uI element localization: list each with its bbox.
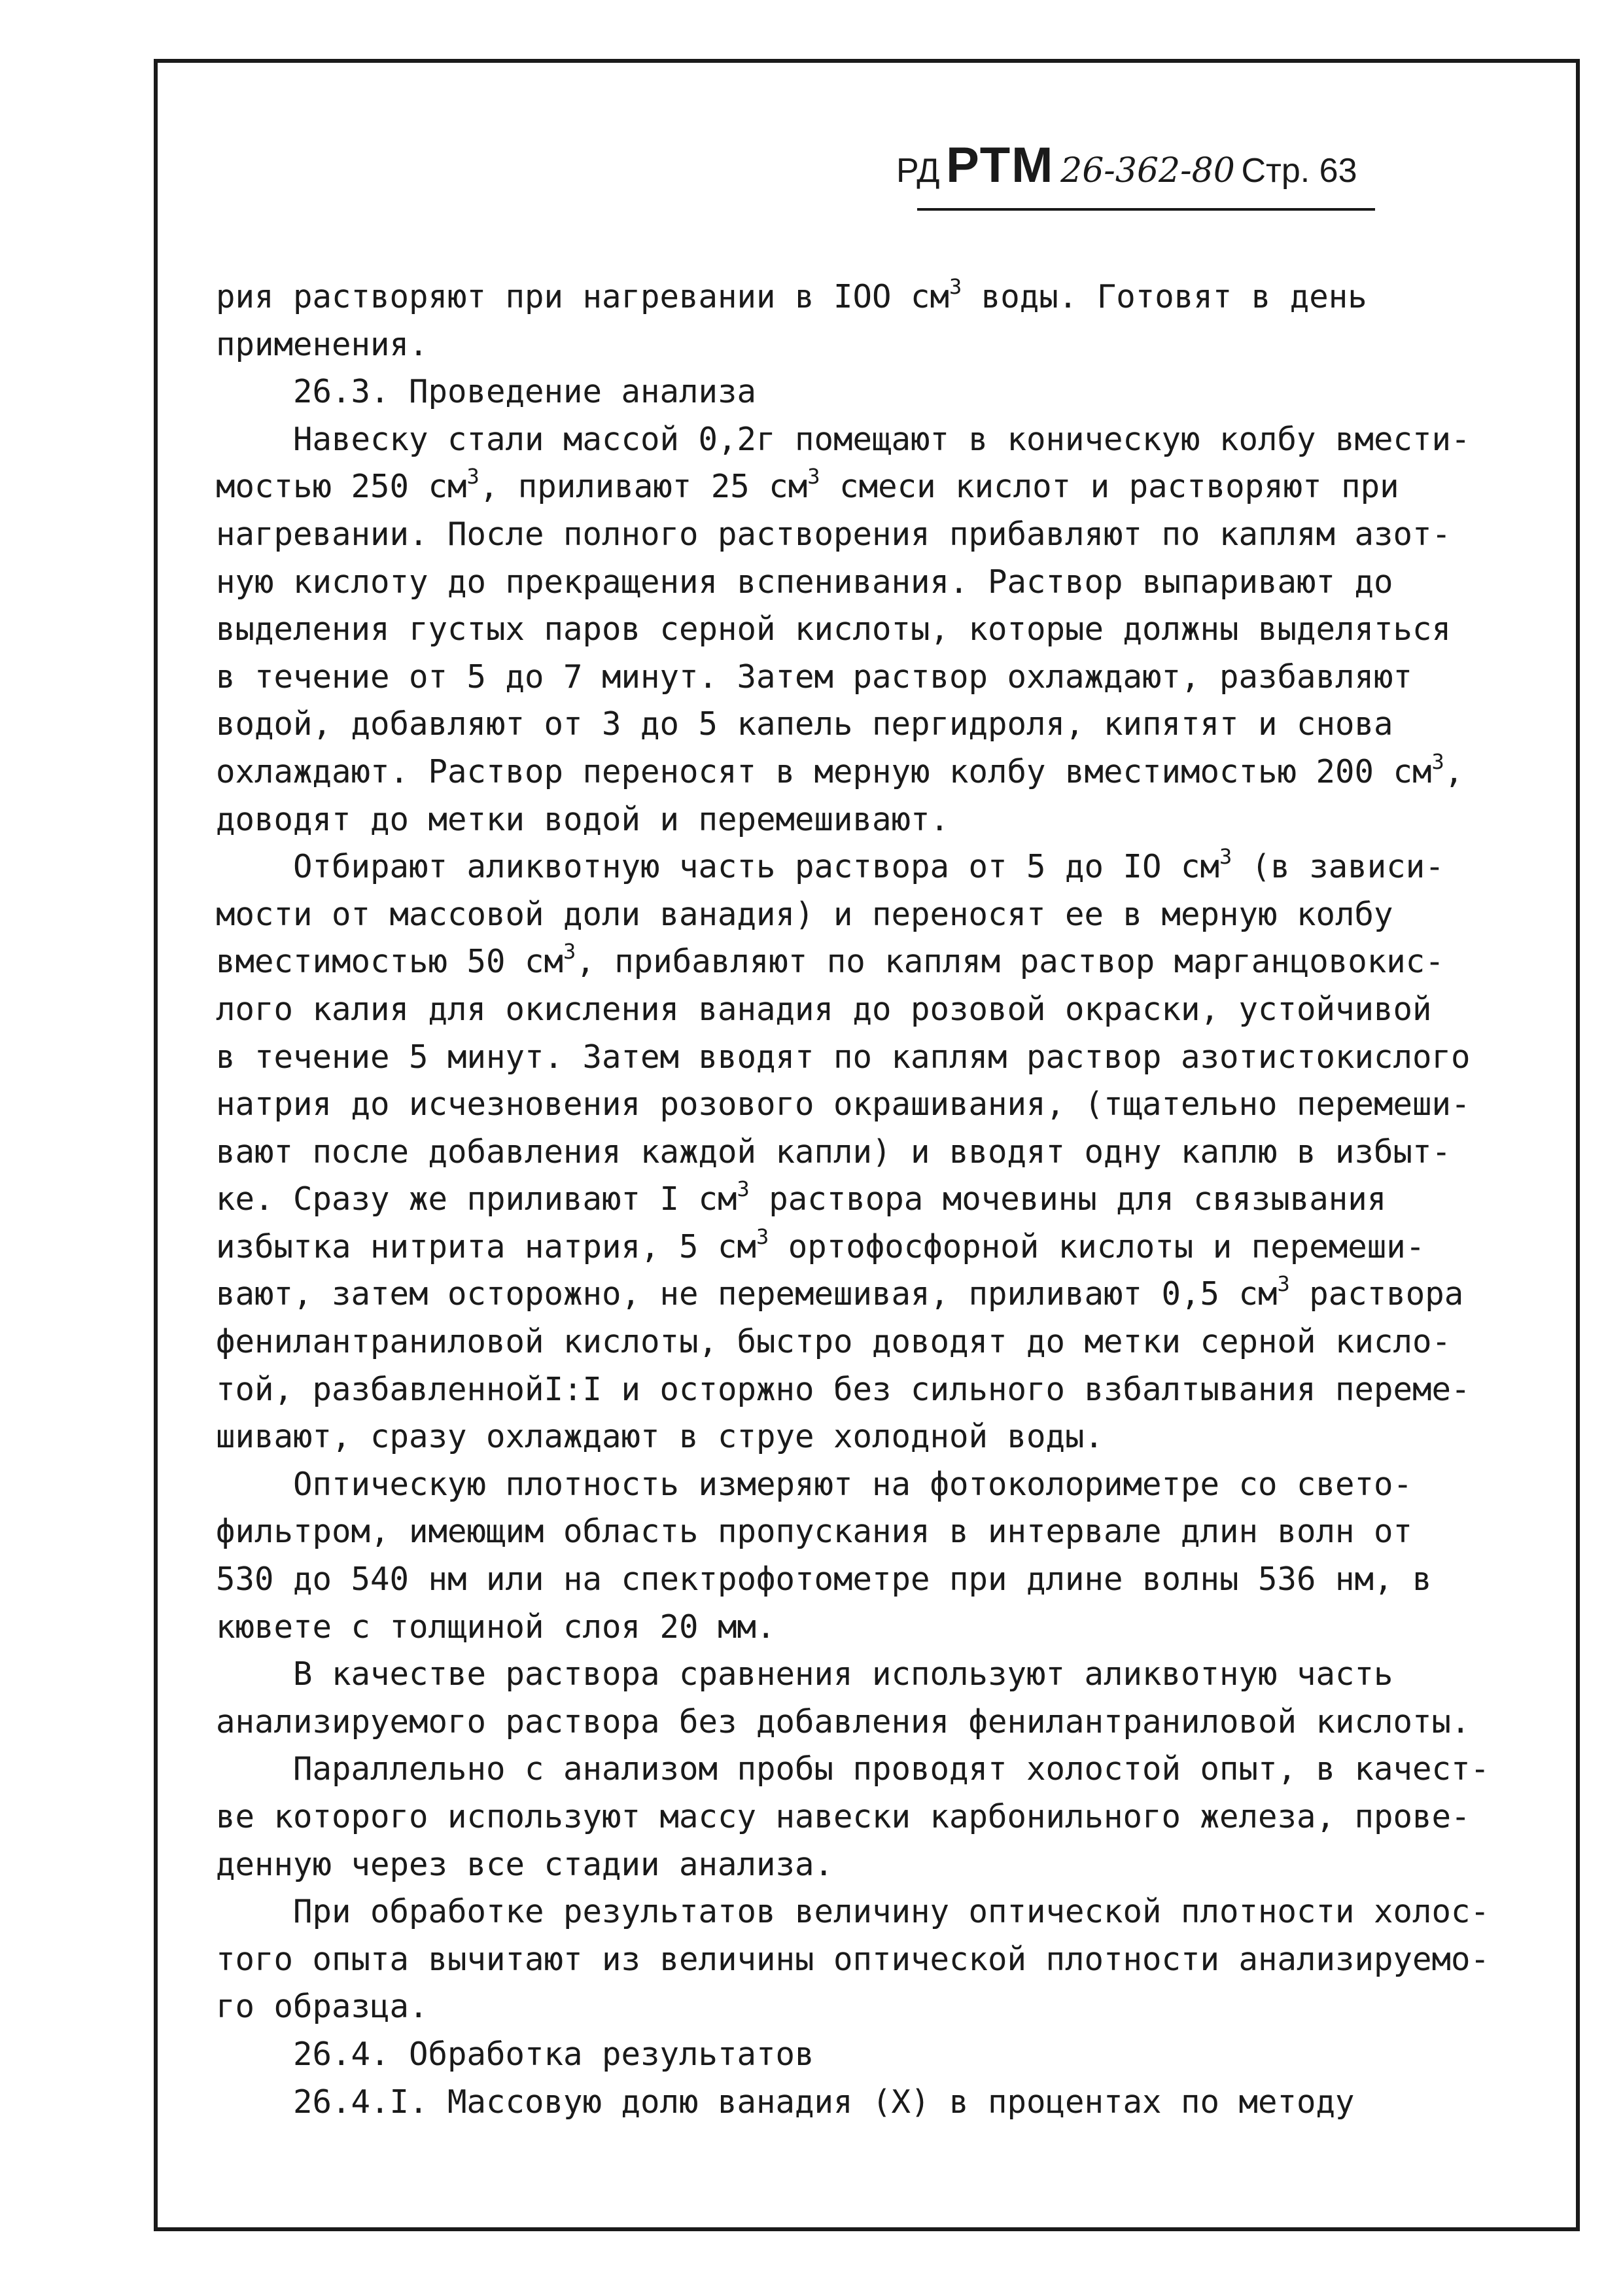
text-line [216,368,1524,416]
text-line [216,1413,1524,1461]
text-line [216,749,1524,796]
superscript: 3 [563,938,576,964]
text-line [216,1936,1524,1984]
header-number: 26-362-80 [1060,151,1235,190]
header-code: РТМ [946,137,1055,193]
text-run: фильтром, имеющим область пропускания в интервале длин волн от [216,1513,1413,1551]
text-line [216,321,1524,369]
text-run: применения. [216,325,428,363]
text-run: , приливают 25 см [479,468,808,506]
text-line [216,1604,1524,1651]
text-run: вают после добавления каждой капли) и вводят одну каплю в избыт- [216,1133,1452,1171]
text-line [216,701,1524,749]
text-run: охлаждают. Раствор переносят в мерную колбу вместимостью 200 см [216,752,1432,790]
text-line [216,938,1524,986]
text-run: В качестве раствора сравнения используют аликвотную часть [216,1655,1393,1693]
superscript: 3 [949,274,962,299]
text-run: (в зависи- [1232,848,1444,886]
superscript: 3 [1277,1271,1290,1297]
text-run: Оптическую плотность измеряют на фотоколориметре со свето- [216,1465,1413,1503]
text-line [216,1508,1524,1556]
text-line [216,1271,1524,1318]
text-line [216,1983,1524,2031]
text-run: фенилантраниловой кислоты, быстро доводят до метки серной кисло- [216,1323,1452,1361]
text-line [216,2031,1524,2079]
text-run: 26.4.I. Массовую долю ванадия (X) в процентах по методу [216,2083,1355,2121]
text-run: Навеску стали массой 0,2г помещают в коническую колбу вмести- [216,420,1471,458]
document-header [896,137,1393,193]
text-run: выделения густых паров серной кислоты, которые должны выделяться [216,610,1452,648]
superscript: 3 [737,1176,750,1201]
text-run: ную кислоту до прекращения вспенивания. Раствор выпаривают до [216,563,1393,601]
text-run: избытка нитрита натрия, 5 см [216,1227,757,1265]
text-run: в течение 5 минут. Затем вводят по каплям раствор азотистокислого [216,1038,1471,1076]
text-run: рия растворяют при нагревании в IOO см [216,278,950,315]
text-line [216,1176,1524,1224]
text-run: , [1444,752,1464,790]
text-line [216,1034,1524,1082]
text-run: мости от массовой доли ванадия) и переносят ее в мерную колбу [216,895,1393,933]
text-run: 26.3. Проведение анализа [216,373,757,411]
text-run: того опыта вычитают из величины оптической плотности анализируемо- [216,1940,1490,1978]
text-line [216,1699,1524,1746]
text-run: ортофосфорной кислоты и перемеши- [769,1227,1425,1265]
text-line [216,511,1524,559]
text-run: водой, добавляют от 3 до 5 капель пергидроля, кипятят и снова [216,705,1393,743]
text-line [216,274,1524,321]
text-line [216,1318,1524,1366]
text-run: денную через все стадии анализа. [216,1845,834,1883]
text-run: лого калия для окисления ванадия до розовой окраски, устойчивой [216,990,1432,1028]
text-line [216,1366,1524,1414]
text-line [216,1461,1524,1509]
text-run: раствора [1289,1275,1464,1313]
text-line [216,1651,1524,1699]
text-run: анализируемого раствора без добавления фенилантраниловой кислоты. [216,1703,1471,1740]
text-line [216,606,1524,654]
text-line [216,1224,1524,1271]
text-run: го образца. [216,1988,428,2026]
text-line [216,1746,1524,1793]
text-line [216,416,1524,464]
superscript: 3 [756,1224,769,1249]
text-run: нагревании. После полного растворения прибавляют по каплям азот- [216,515,1452,553]
text-run: При обработке результатов величину оптической плотности холос- [216,1893,1490,1931]
text-run: смеси кислот и растворяют при [820,468,1399,506]
header-prefix: РД [896,152,940,190]
superscript: 3 [1219,843,1232,869]
body-text [216,274,1524,2126]
text-line [216,463,1524,511]
text-run: воды. Готовят в день [962,278,1367,315]
text-run: той, разбавленнойI:I и осторжно без сильного взбалтывания переме- [216,1370,1471,1408]
text-line [216,1556,1524,1604]
text-run: доводят до метки водой и перемешивают. [216,800,950,838]
text-run: в течение от 5 до 7 минут. Затем раствор охлаждают, разбавляют [216,658,1413,696]
text-line [216,986,1524,1034]
text-run: Параллельно с анализом пробы проводят холостой опыт, в качест- [216,1750,1490,1788]
text-run: мостью 250 см [216,468,467,506]
text-line [216,843,1524,891]
text-run: ве которого используют массу навески карбонильного железа, прове- [216,1798,1471,1835]
text-run: Отбирают аликвотную часть раствора от 5 до IO см [216,848,1220,886]
text-line [216,1793,1524,1841]
text-line [216,1841,1524,1889]
text-run: раствора мочевины для связывания [749,1180,1387,1218]
text-run: 530 до 540 нм или на спектрофотометре при длине волны 536 нм, в [216,1561,1432,1598]
text-line [216,796,1524,844]
text-run: , прибавляют по каплям раствор марганцовокис- [576,943,1444,981]
header-page-number: Стр. 63 [1241,152,1357,190]
text-run: 26.4. Обработка результатов [216,2035,814,2073]
text-run: вают, затем осторожно, не перемешивая, приливают 0,5 см [216,1275,1278,1313]
text-run: кювете с толщиной слоя 20 мм. [216,1608,776,1646]
superscript: 3 [807,464,820,489]
superscript: 3 [1431,749,1444,774]
header-underline [917,208,1375,211]
text-line [216,891,1524,939]
text-line [216,654,1524,701]
text-line [216,1081,1524,1129]
text-run: шивают, сразу охлаждают в струе холодной воды. [216,1418,1104,1456]
superscript: 3 [466,464,480,489]
text-line [216,1129,1524,1176]
text-run: ке. Сразу же приливают I см [216,1180,737,1218]
text-line [216,2079,1524,2127]
text-run: вместимостью 50 см [216,943,564,981]
text-line [216,559,1524,607]
text-line [216,1888,1524,1936]
text-run: натрия до исчезновения розового окрашивания, (тщательно перемеши- [216,1086,1471,1123]
